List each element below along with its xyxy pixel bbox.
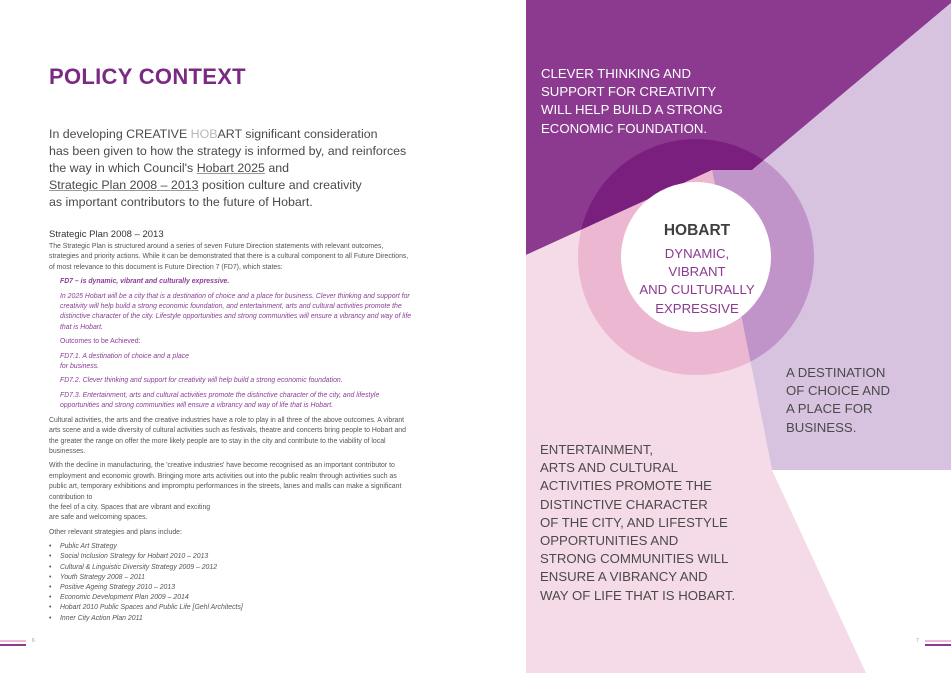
intro-paragraph: In developing CREATIVE HOBART significant consideration has been given to how the strategy is informed by, and reinforces the way in which Council's Hobart 2025 and Strategic Plan 2008 – 2013 position culture and creativity as important contributors to the future of Hobart. xyxy=(49,127,407,209)
list-item: • Inner City Action Plan 2011 xyxy=(60,614,414,624)
circle-title: HOBART xyxy=(663,222,731,239)
outcome-fd7-1: FD7.1. A destination of choice and a place for business. xyxy=(60,352,189,371)
lifestyle-text: ENTERTAINMENT, ARTS AND CULTURAL ACTIVITIES PROMOTE THE DISTINCTIVE CHARACTER OF THE CITY, AND LIFESTYLE OPPORTUNITIES AND STRONG COMMUNITIES WILL ENSURE A VIBRANCY AND WAY OF LIFE THAT IS HOBART. xyxy=(540,442,736,603)
destination-text: A DESTINATION OF CHOICE AND A PLACE FOR BUSINESS. xyxy=(786,365,891,435)
list-item: • Youth Strategy 2008 – 2011 xyxy=(60,573,414,583)
outcomes-label: Outcomes to be Achieved: xyxy=(60,338,141,346)
outcome-fd7-2: FD7.2. Clever thinking and support for creativity will help build a strong economic foundation. xyxy=(60,377,343,385)
page-number: 7 xyxy=(916,638,919,644)
economic-foundation-text: CLEVER THINKING AND SUPPORT FOR CREATIVITY WILL HELP BUILD A STRONG ECONOMIC FOUNDATION. xyxy=(541,66,723,136)
body-text xyxy=(49,229,414,624)
strategic-plan-link[interactable]: Strategic Plan 2008 – 2013 xyxy=(49,178,199,192)
creative-hobart-logo-text: HOB xyxy=(190,127,218,141)
vision-statement: In 2025 Hobart will be a city that is a destination of choice and a place for business. Clever thinking and support for creativity will help build a strong economic foundation, and entertainment, arts and cultural activities promote the distinctive character of the city. Lifestyle opportunities and strong communities will ensure a vibrancy and way of life that is Hobart. xyxy=(60,292,412,331)
fd7-statement: FD7 – is dynamic, vibrant and culturally expressive. xyxy=(60,278,230,286)
right-page xyxy=(526,0,951,673)
list-item: • Hobart 2010 Public Spaces and Public Life [Gehl Architects] xyxy=(60,603,414,613)
fd7-quote-block xyxy=(60,277,414,411)
hobart-2025-link[interactable]: Hobart 2025 xyxy=(196,161,265,175)
plans-list xyxy=(49,542,414,624)
list-item: • Cultural & Linguistic Diversity Strategy 2009 – 2012 xyxy=(60,563,414,573)
list-item: • Social Inclusion Strategy for Hobart 2010 – 2013 xyxy=(60,552,414,562)
page-corner-stripes xyxy=(925,640,951,650)
manufacturing-paragraph: With the decline in manufacturing, the 'creative industries' have become recognised as an important contributor to employment and economic growth. Bringing more arts activities out into the public realm through activities such as public art, temporary exhibitions and impromptu performances in the streets, lanes and malls can make a significant contribution to the feel of a city. Spaces that are vibrant and exciting are safe and welcoming spaces. xyxy=(49,462,402,522)
page-number: 6 xyxy=(32,638,35,644)
other-plans-intro: Other relevant strategies and plans include: xyxy=(49,528,182,536)
outcome-fd7-3: FD7.3. Entertainment, arts and cultural activities promote the distinctive character of the city, and lifestyle opportunities and strong communities will ensure a vibrancy and way of life that is Hobart. xyxy=(60,391,380,410)
circle-label xyxy=(636,221,758,318)
cultural-activities-paragraph: Cultural activities, the arts and the creative industries have a role to play in all three of the above outcomes. A vibrant arts scene and a wide diversity of cultural activities such as festivals, theatre and concerts bring people to Hobart and the greater the range on offer the more likely people are to stay in the city and contribute to the viability of local businesses. xyxy=(49,416,406,455)
list-item: • Public Art Strategy xyxy=(60,542,414,552)
strategic-plan-paragraph: The Strategic Plan is structured around a series of seven Future Direction statements with relevant outcomes, strategies and priority actions. While it can be demonstrated that there is a cultural component to all Future Directions, of most relevance to this document is Future Direction 7 (FD7), which states: xyxy=(49,243,409,271)
page-corner-stripes xyxy=(0,640,26,650)
circle-subtitle: DYNAMIC, VIBRANT AND CULTURALLY EXPRESSIVE xyxy=(639,246,755,316)
list-item: • Economic Development Plan 2009 – 2014 xyxy=(60,593,414,603)
list-item: • Positive Ageing Strategy 2010 – 2013 xyxy=(60,583,414,593)
page-title: POLICY CONTEXT xyxy=(49,64,246,89)
section-heading: Strategic Plan 2008 – 2013 xyxy=(49,229,164,240)
